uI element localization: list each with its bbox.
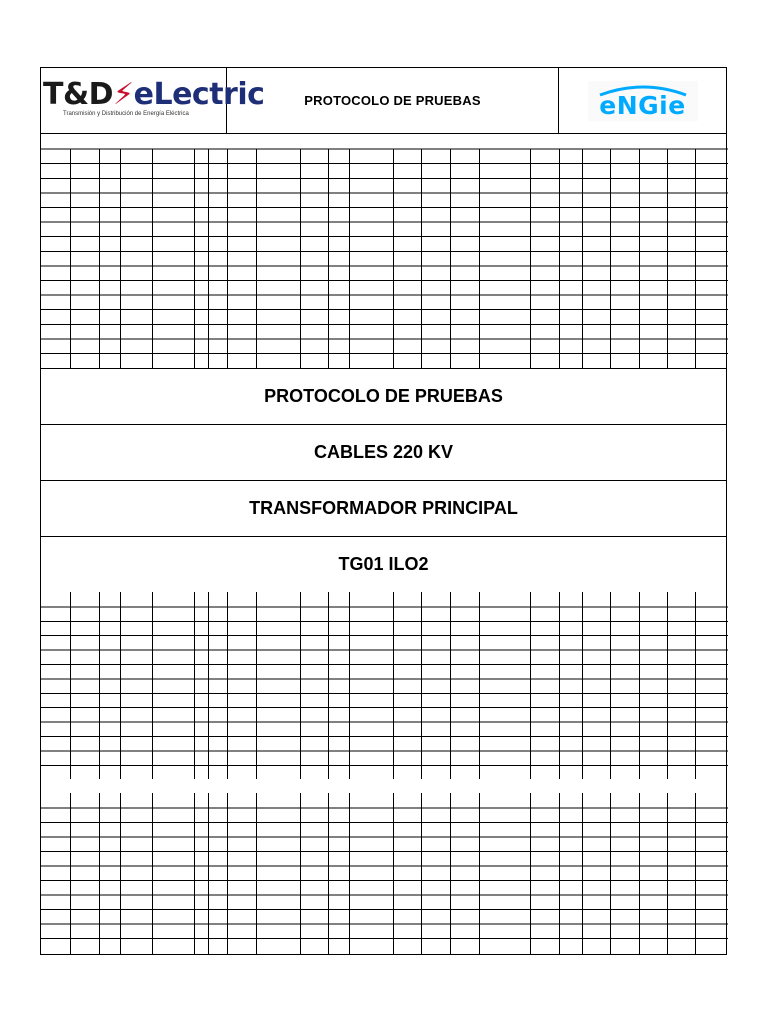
td-electric-wordmark-suffix: eLectric — [133, 77, 265, 112]
td-electric-tagline: Transmisión y Distribución de Energía Eléctrica — [63, 111, 189, 117]
title-protocol: PROTOCOLO DE PRUEBAS — [41, 368, 726, 424]
document-sheet — [40, 67, 727, 955]
header-title: PROTOCOLO DE PRUEBAS — [304, 93, 481, 108]
blank-grid-top — [41, 134, 728, 368]
td-electric-logo-cell — [41, 68, 265, 133]
title-transformer: TRANSFORMADOR PRINCIPAL — [41, 480, 726, 536]
blank-grid-bottom — [41, 793, 728, 955]
title-cables: CABLES 220 KV — [41, 424, 726, 480]
header-title-cell — [227, 68, 559, 133]
lightning-bolt-icon: ⚡ — [113, 77, 134, 112]
document-header — [41, 68, 726, 134]
engie-logo-cell — [559, 68, 726, 133]
td-electric-wordmark-prefix: T&D — [43, 77, 114, 112]
engie-logo — [588, 81, 698, 121]
blank-grid-middle — [41, 592, 728, 793]
title-unit: TG01 ILO2 — [41, 536, 726, 592]
engie-wordmark: eNGie — [599, 90, 686, 120]
